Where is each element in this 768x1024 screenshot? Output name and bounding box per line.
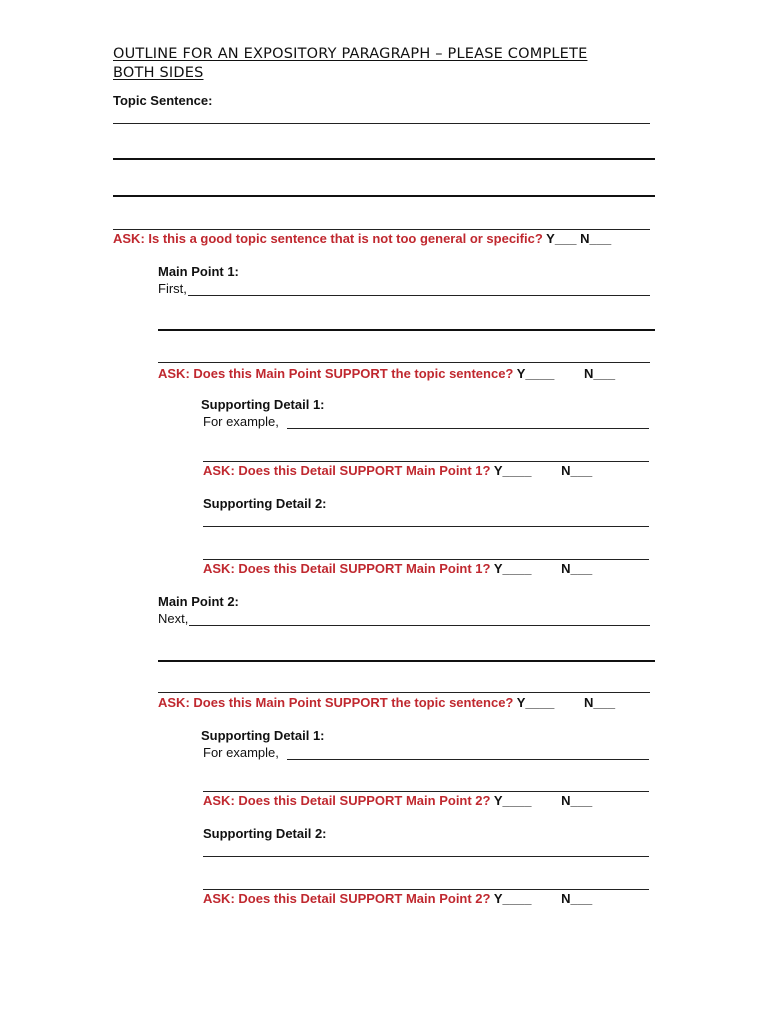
- mp2-detail-2-check: [203, 892, 592, 905]
- main-point-1-check-question: ASK: Does this Main Point SUPPORT the topic sentence?: [158, 366, 514, 381]
- topic-check-question: ASK: Is this a good topic sentence that is not too general or specific?: [113, 231, 543, 246]
- mp1-detail-1-check-question: ASK: Does this Detail SUPPORT Main Point 1?: [203, 463, 491, 478]
- page-title-line-2: BOTH SIDES: [113, 65, 204, 81]
- main-point-1-check-no[interactable]: N___: [583, 366, 616, 381]
- mp2-detail-2-check-question: ASK: Does this Detail SUPPORT Main Point 2?: [203, 891, 491, 906]
- main-point-1-line-1[interactable]: [188, 295, 650, 296]
- mp2-detail-1-check-question: ASK: Does this Detail SUPPORT Main Point 2?: [203, 793, 491, 808]
- mp2-detail-1-check-yes[interactable]: Y____: [493, 793, 532, 808]
- topic-sentence-line-2[interactable]: [113, 158, 655, 160]
- mp1-detail-2-label: Supporting Detail 2:: [203, 496, 327, 511]
- main-point-2-check-yes[interactable]: Y____: [516, 695, 555, 710]
- mp2-detail-1-check: [203, 794, 592, 807]
- main-point-1-lead: First,: [158, 281, 187, 296]
- mp2-detail-1-lead: For example,: [203, 745, 279, 760]
- page-title-line-1: OUTLINE FOR AN EXPOSITORY PARAGRAPH – PLEASE COMPLETE: [113, 46, 588, 62]
- main-point-2-line-3[interactable]: [158, 692, 650, 693]
- topic-sentence-line-4[interactable]: [113, 229, 650, 230]
- mp1-detail-1-check-no[interactable]: N___: [561, 463, 593, 478]
- main-point-2-line-2[interactable]: [158, 660, 655, 662]
- mp2-detail-2-check-yes[interactable]: Y____: [493, 891, 532, 906]
- mp2-detail-2-check-no[interactable]: N___: [561, 891, 593, 906]
- mp1-detail-2-check: [203, 562, 592, 575]
- topic-sentence-label: Topic Sentence:: [113, 93, 213, 108]
- mp1-detail-2-check-no[interactable]: N___: [561, 561, 593, 576]
- topic-check-no[interactable]: N___: [580, 231, 612, 246]
- mp1-detail-1-lead: For example,: [203, 414, 279, 429]
- main-point-1-check-yes[interactable]: Y____: [516, 366, 555, 381]
- mp2-detail-2-label: Supporting Detail 2:: [203, 826, 327, 841]
- topic-sentence-line-1[interactable]: [113, 123, 650, 124]
- mp2-detail-1-check-no[interactable]: N___: [561, 793, 593, 808]
- main-point-2-check: [158, 696, 615, 709]
- mp1-detail-2-line-2[interactable]: [203, 559, 649, 560]
- main-point-2-check-no[interactable]: N___: [583, 695, 616, 710]
- mp2-detail-1-label: Supporting Detail 1:: [201, 728, 325, 743]
- mp1-detail-1-check: [203, 464, 592, 477]
- topic-sentence-line-3[interactable]: [113, 195, 655, 197]
- main-point-2-label: Main Point 2:: [158, 594, 239, 609]
- main-point-2-line-1[interactable]: [189, 625, 650, 626]
- mp2-detail-2-line-2[interactable]: [203, 889, 649, 890]
- main-point-1-label: Main Point 1:: [158, 264, 239, 279]
- mp1-detail-1-check-yes[interactable]: Y____: [493, 463, 532, 478]
- main-point-1-check: [158, 367, 615, 380]
- mp2-detail-2-line-1[interactable]: [203, 856, 649, 857]
- main-point-1-line-2[interactable]: [158, 329, 655, 331]
- mp1-detail-1-label: Supporting Detail 1:: [201, 397, 325, 412]
- main-point-2-check-question: ASK: Does this Main Point SUPPORT the topic sentence?: [158, 695, 514, 710]
- main-point-2-lead: Next,: [158, 611, 189, 626]
- mp1-detail-2-check-question: ASK: Does this Detail SUPPORT Main Point 1?: [203, 561, 491, 576]
- topic-check-yes[interactable]: Y___: [546, 231, 577, 246]
- mp1-detail-1-line-1[interactable]: [287, 428, 649, 429]
- topic-sentence-check: [113, 232, 611, 245]
- mp1-detail-1-line-2[interactable]: [203, 461, 649, 462]
- mp1-detail-2-line-1[interactable]: [203, 526, 649, 527]
- mp1-detail-2-check-yes[interactable]: Y____: [493, 561, 532, 576]
- main-point-1-line-3[interactable]: [158, 362, 650, 363]
- mp2-detail-1-line-1[interactable]: [287, 759, 649, 760]
- mp2-detail-1-line-2[interactable]: [203, 791, 649, 792]
